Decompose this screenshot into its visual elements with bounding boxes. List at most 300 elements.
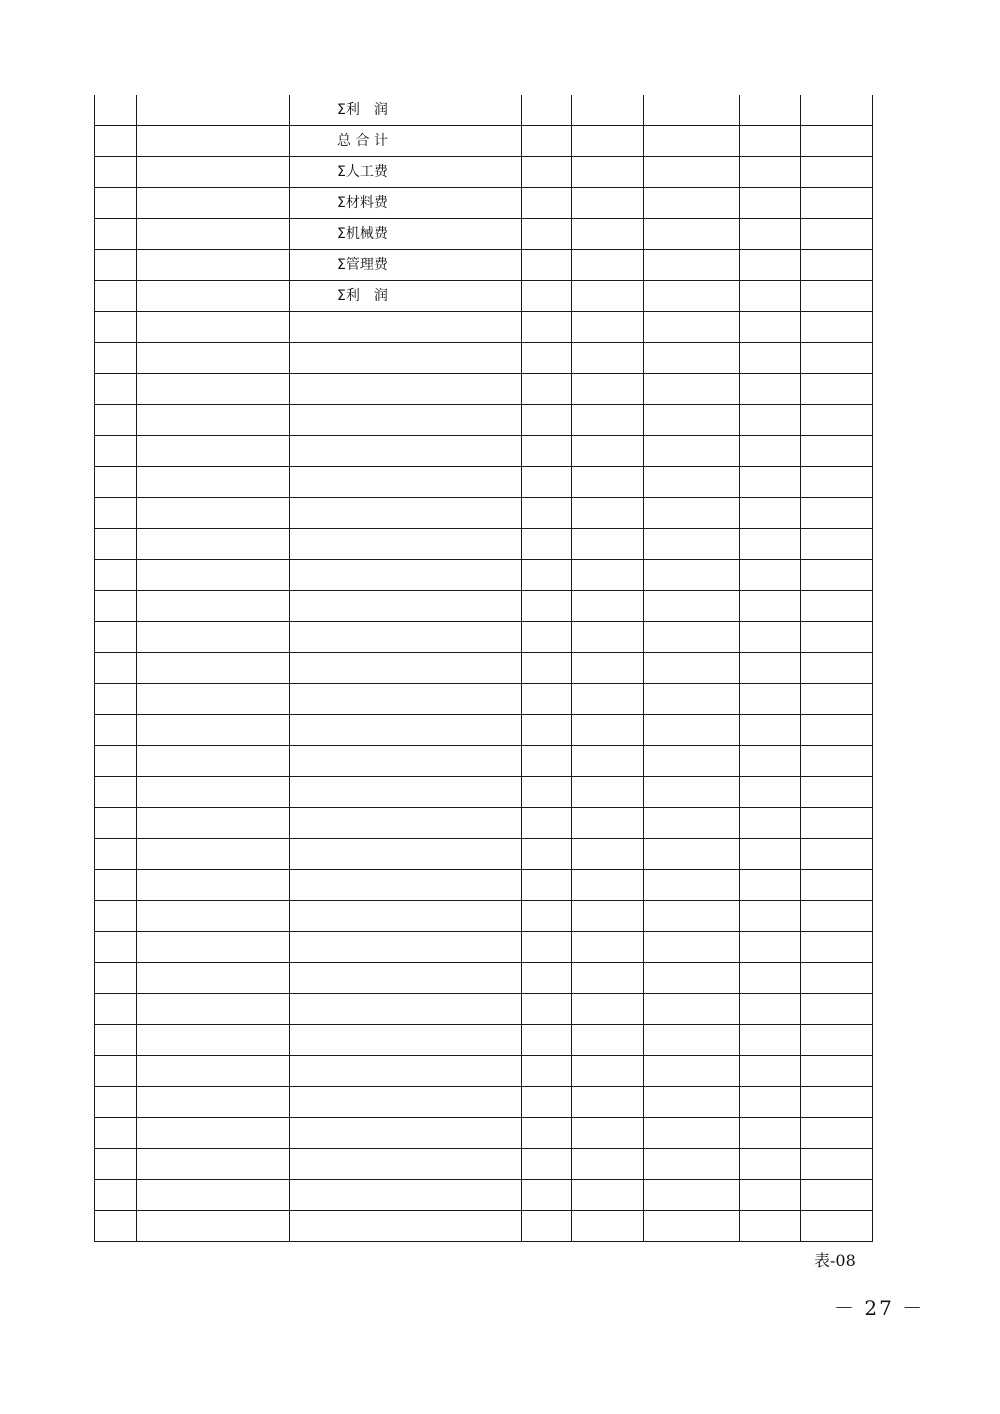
col-unit-cell <box>522 715 572 746</box>
col-price-cell <box>644 777 740 808</box>
col-unit-cell <box>522 498 572 529</box>
col-rate-cell <box>740 436 801 467</box>
col-price-cell <box>644 870 740 901</box>
col-price-cell <box>644 374 740 405</box>
col-name-cell <box>290 684 522 715</box>
col-qty-cell <box>572 808 644 839</box>
col-no-cell <box>95 591 137 622</box>
col-unit-cell <box>522 1180 572 1211</box>
col-name-cell <box>290 1118 522 1149</box>
col-rate-cell <box>740 591 801 622</box>
col-qty-cell <box>572 343 644 374</box>
col-rate-cell <box>740 1118 801 1149</box>
col-code-cell <box>137 312 290 343</box>
col-price-cell <box>644 746 740 777</box>
col-amount-cell <box>801 1056 873 1087</box>
col-code-cell <box>137 1025 290 1056</box>
col-name-cell <box>290 560 522 591</box>
col-amount-cell <box>801 1025 873 1056</box>
col-price-cell <box>644 808 740 839</box>
table-row <box>95 157 873 188</box>
table-row <box>95 436 873 467</box>
col-unit-cell <box>522 684 572 715</box>
table-row <box>95 560 873 591</box>
col-no-cell <box>95 436 137 467</box>
col-code-cell <box>137 1056 290 1087</box>
col-qty-cell <box>572 1118 644 1149</box>
col-amount-cell <box>801 622 873 653</box>
col-rate-cell <box>740 808 801 839</box>
col-amount-cell <box>801 994 873 1025</box>
table-row <box>95 1180 873 1211</box>
col-name-cell <box>290 963 522 994</box>
col-amount-cell <box>801 901 873 932</box>
col-unit-cell <box>522 281 572 312</box>
row-label: Σ机械费 <box>290 219 522 250</box>
col-name-cell <box>290 746 522 777</box>
col-rate-cell <box>740 746 801 777</box>
col-code-cell <box>137 405 290 436</box>
table-row <box>95 746 873 777</box>
col-rate-cell <box>740 1180 801 1211</box>
col-code-cell <box>137 95 290 126</box>
col-code-cell <box>137 715 290 746</box>
col-unit-cell <box>522 622 572 653</box>
col-no-cell <box>95 808 137 839</box>
col-name-cell <box>290 1087 522 1118</box>
col-no-cell <box>95 870 137 901</box>
col-code-cell <box>137 591 290 622</box>
col-code-cell <box>137 808 290 839</box>
table-row <box>95 312 873 343</box>
col-name-cell <box>290 870 522 901</box>
col-qty-cell <box>572 684 644 715</box>
col-name-cell <box>290 436 522 467</box>
table-row <box>95 1118 873 1149</box>
col-no-cell <box>95 653 137 684</box>
col-unit-cell <box>522 932 572 963</box>
col-amount-cell <box>801 1149 873 1180</box>
col-qty-cell <box>572 932 644 963</box>
col-qty-cell <box>572 1087 644 1118</box>
col-no-cell <box>95 1149 137 1180</box>
table-row <box>95 777 873 808</box>
col-qty-cell <box>572 374 644 405</box>
col-qty-cell <box>572 1211 644 1242</box>
col-rate-cell <box>740 994 801 1025</box>
col-unit-cell <box>522 312 572 343</box>
col-no-cell <box>95 250 137 281</box>
col-rate-cell <box>740 622 801 653</box>
col-unit-cell <box>522 560 572 591</box>
col-amount-cell <box>801 963 873 994</box>
cost-summary-table <box>94 95 872 1242</box>
col-unit-cell <box>522 529 572 560</box>
col-no-cell <box>95 405 137 436</box>
table-row <box>95 343 873 374</box>
col-unit-cell <box>522 963 572 994</box>
col-code-cell <box>137 963 290 994</box>
col-rate-cell <box>740 839 801 870</box>
col-amount-cell <box>801 95 873 126</box>
col-price-cell <box>644 560 740 591</box>
table-row <box>95 250 873 281</box>
col-no-cell <box>95 498 137 529</box>
col-name-cell <box>290 1056 522 1087</box>
col-name-cell <box>290 467 522 498</box>
col-price-cell <box>644 1025 740 1056</box>
col-unit-cell <box>522 1149 572 1180</box>
row-label: Σ材料费 <box>290 188 522 219</box>
table-row <box>95 498 873 529</box>
col-name-cell <box>290 529 522 560</box>
col-rate-cell <box>740 374 801 405</box>
table-row <box>95 1056 873 1087</box>
col-no-cell <box>95 1118 137 1149</box>
col-no-cell <box>95 312 137 343</box>
col-price-cell <box>644 188 740 219</box>
col-name-cell <box>290 994 522 1025</box>
col-no-cell <box>95 157 137 188</box>
col-code-cell <box>137 994 290 1025</box>
col-qty-cell <box>572 560 644 591</box>
col-code-cell <box>137 219 290 250</box>
row-label: Σ利 润 <box>290 95 522 126</box>
col-amount-cell <box>801 591 873 622</box>
col-name-cell <box>290 901 522 932</box>
col-unit-cell <box>522 405 572 436</box>
table-code: 表-08 <box>814 1251 856 1270</box>
col-qty-cell <box>572 994 644 1025</box>
col-unit-cell <box>522 1087 572 1118</box>
col-code-cell <box>137 932 290 963</box>
row-label: Σ管理费 <box>290 250 522 281</box>
col-code-cell <box>137 374 290 405</box>
col-code-cell <box>137 653 290 684</box>
col-name-cell <box>290 839 522 870</box>
col-qty-cell <box>572 1149 644 1180</box>
col-qty-cell <box>572 1056 644 1087</box>
col-rate-cell <box>740 343 801 374</box>
col-name-cell <box>290 374 522 405</box>
col-rate-cell <box>740 684 801 715</box>
col-code-cell <box>137 746 290 777</box>
col-unit-cell <box>522 870 572 901</box>
page-number: － 27 － <box>834 1296 925 1320</box>
col-amount-cell <box>801 808 873 839</box>
table-row <box>95 1149 873 1180</box>
col-amount-cell <box>801 777 873 808</box>
col-amount-cell <box>801 157 873 188</box>
col-price-cell <box>644 1180 740 1211</box>
col-code-cell <box>137 1087 290 1118</box>
col-price-cell <box>644 467 740 498</box>
col-name-cell <box>290 312 522 343</box>
form-grid <box>94 95 873 1242</box>
col-qty-cell <box>572 95 644 126</box>
table-row <box>95 374 873 405</box>
col-price-cell <box>644 95 740 126</box>
col-qty-cell <box>572 529 644 560</box>
col-rate-cell <box>740 157 801 188</box>
table-row <box>95 901 873 932</box>
col-code-cell <box>137 839 290 870</box>
col-unit-cell <box>522 746 572 777</box>
col-unit-cell <box>522 808 572 839</box>
col-qty-cell <box>572 653 644 684</box>
col-rate-cell <box>740 560 801 591</box>
col-amount-cell <box>801 653 873 684</box>
col-amount-cell <box>801 1211 873 1242</box>
col-code-cell <box>137 1149 290 1180</box>
col-amount-cell <box>801 839 873 870</box>
col-price-cell <box>644 529 740 560</box>
col-name-cell <box>290 591 522 622</box>
col-rate-cell <box>740 715 801 746</box>
col-price-cell <box>644 126 740 157</box>
col-code-cell <box>137 436 290 467</box>
col-amount-cell <box>801 126 873 157</box>
col-qty-cell <box>572 1180 644 1211</box>
table-body <box>95 95 873 1242</box>
col-amount-cell <box>801 715 873 746</box>
col-no-cell <box>95 529 137 560</box>
col-code-cell <box>137 498 290 529</box>
col-amount-cell <box>801 870 873 901</box>
col-amount-cell <box>801 374 873 405</box>
col-qty-cell <box>572 312 644 343</box>
table-row <box>95 715 873 746</box>
col-unit-cell <box>522 188 572 219</box>
col-price-cell <box>644 715 740 746</box>
col-no-cell <box>95 932 137 963</box>
col-qty-cell <box>572 870 644 901</box>
col-name-cell <box>290 808 522 839</box>
col-price-cell <box>644 157 740 188</box>
col-amount-cell <box>801 281 873 312</box>
col-no-cell <box>95 188 137 219</box>
col-price-cell <box>644 622 740 653</box>
col-amount-cell <box>801 1180 873 1211</box>
col-rate-cell <box>740 653 801 684</box>
table-row <box>95 126 873 157</box>
col-unit-cell <box>522 653 572 684</box>
col-unit-cell <box>522 1211 572 1242</box>
col-rate-cell <box>740 1025 801 1056</box>
table-row <box>95 870 873 901</box>
col-qty-cell <box>572 467 644 498</box>
col-no-cell <box>95 281 137 312</box>
col-code-cell <box>137 157 290 188</box>
col-rate-cell <box>740 188 801 219</box>
col-rate-cell <box>740 126 801 157</box>
col-code-cell <box>137 188 290 219</box>
col-price-cell <box>644 591 740 622</box>
col-amount-cell <box>801 343 873 374</box>
row-label: Σ利 润 <box>290 281 522 312</box>
col-rate-cell <box>740 777 801 808</box>
col-rate-cell <box>740 1149 801 1180</box>
col-no-cell <box>95 963 137 994</box>
col-qty-cell <box>572 126 644 157</box>
col-amount-cell <box>801 746 873 777</box>
table-row <box>95 405 873 436</box>
table-row <box>95 219 873 250</box>
col-name-cell <box>290 1149 522 1180</box>
col-rate-cell <box>740 1056 801 1087</box>
table-row <box>95 1211 873 1242</box>
table-row <box>95 529 873 560</box>
col-price-cell <box>644 1118 740 1149</box>
col-rate-cell <box>740 932 801 963</box>
col-price-cell <box>644 1211 740 1242</box>
col-no-cell <box>95 95 137 126</box>
col-code-cell <box>137 250 290 281</box>
col-no-cell <box>95 1180 137 1211</box>
col-unit-cell <box>522 436 572 467</box>
col-price-cell <box>644 405 740 436</box>
col-rate-cell <box>740 498 801 529</box>
col-no-cell <box>95 994 137 1025</box>
col-no-cell <box>95 467 137 498</box>
col-price-cell <box>644 281 740 312</box>
col-qty-cell <box>572 622 644 653</box>
col-code-cell <box>137 560 290 591</box>
col-unit-cell <box>522 1056 572 1087</box>
col-no-cell <box>95 219 137 250</box>
col-unit-cell <box>522 777 572 808</box>
col-no-cell <box>95 374 137 405</box>
col-qty-cell <box>572 963 644 994</box>
col-rate-cell <box>740 870 801 901</box>
col-code-cell <box>137 870 290 901</box>
col-code-cell <box>137 777 290 808</box>
col-unit-cell <box>522 994 572 1025</box>
table-row <box>95 839 873 870</box>
table-row <box>95 1087 873 1118</box>
col-rate-cell <box>740 95 801 126</box>
col-price-cell <box>644 901 740 932</box>
col-unit-cell <box>522 95 572 126</box>
col-rate-cell <box>740 1087 801 1118</box>
col-name-cell <box>290 653 522 684</box>
col-unit-cell <box>522 1118 572 1149</box>
col-rate-cell <box>740 1211 801 1242</box>
col-price-cell <box>644 994 740 1025</box>
col-qty-cell <box>572 219 644 250</box>
col-amount-cell <box>801 250 873 281</box>
col-name-cell <box>290 777 522 808</box>
col-price-cell <box>644 436 740 467</box>
col-price-cell <box>644 1087 740 1118</box>
col-amount-cell <box>801 219 873 250</box>
col-name-cell <box>290 622 522 653</box>
col-code-cell <box>137 126 290 157</box>
col-no-cell <box>95 901 137 932</box>
table-row <box>95 467 873 498</box>
col-qty-cell <box>572 1025 644 1056</box>
table-row <box>95 1025 873 1056</box>
col-unit-cell <box>522 1025 572 1056</box>
col-amount-cell <box>801 498 873 529</box>
col-rate-cell <box>740 281 801 312</box>
col-code-cell <box>137 529 290 560</box>
table-row <box>95 622 873 653</box>
col-name-cell <box>290 343 522 374</box>
col-price-cell <box>644 219 740 250</box>
col-rate-cell <box>740 219 801 250</box>
col-name-cell <box>290 1211 522 1242</box>
col-unit-cell <box>522 157 572 188</box>
col-no-cell <box>95 746 137 777</box>
col-qty-cell <box>572 498 644 529</box>
table-row <box>95 95 873 126</box>
col-unit-cell <box>522 839 572 870</box>
col-no-cell <box>95 1025 137 1056</box>
col-price-cell <box>644 653 740 684</box>
col-qty-cell <box>572 250 644 281</box>
col-no-cell <box>95 1087 137 1118</box>
col-amount-cell <box>801 467 873 498</box>
col-unit-cell <box>522 374 572 405</box>
col-unit-cell <box>522 467 572 498</box>
col-price-cell <box>644 932 740 963</box>
table-row <box>95 684 873 715</box>
col-unit-cell <box>522 591 572 622</box>
col-amount-cell <box>801 932 873 963</box>
table-row <box>95 994 873 1025</box>
col-unit-cell <box>522 126 572 157</box>
col-qty-cell <box>572 157 644 188</box>
col-rate-cell <box>740 250 801 281</box>
col-code-cell <box>137 343 290 374</box>
col-price-cell <box>644 963 740 994</box>
col-code-cell <box>137 622 290 653</box>
col-amount-cell <box>801 529 873 560</box>
col-no-cell <box>95 560 137 591</box>
col-qty-cell <box>572 188 644 219</box>
col-qty-cell <box>572 436 644 467</box>
table-row <box>95 963 873 994</box>
col-qty-cell <box>572 405 644 436</box>
col-amount-cell <box>801 560 873 591</box>
col-amount-cell <box>801 188 873 219</box>
col-price-cell <box>644 312 740 343</box>
col-no-cell <box>95 126 137 157</box>
row-label: Σ人工费 <box>290 157 522 188</box>
col-no-cell <box>95 777 137 808</box>
col-amount-cell <box>801 436 873 467</box>
col-no-cell <box>95 1211 137 1242</box>
col-code-cell <box>137 281 290 312</box>
col-rate-cell <box>740 467 801 498</box>
col-name-cell <box>290 1025 522 1056</box>
col-amount-cell <box>801 684 873 715</box>
col-qty-cell <box>572 715 644 746</box>
col-no-cell <box>95 715 137 746</box>
col-price-cell <box>644 839 740 870</box>
col-qty-cell <box>572 746 644 777</box>
col-code-cell <box>137 1118 290 1149</box>
col-name-cell <box>290 932 522 963</box>
col-price-cell <box>644 498 740 529</box>
col-qty-cell <box>572 591 644 622</box>
col-name-cell <box>290 405 522 436</box>
col-price-cell <box>644 1149 740 1180</box>
table-row <box>95 808 873 839</box>
col-code-cell <box>137 901 290 932</box>
table-row <box>95 188 873 219</box>
